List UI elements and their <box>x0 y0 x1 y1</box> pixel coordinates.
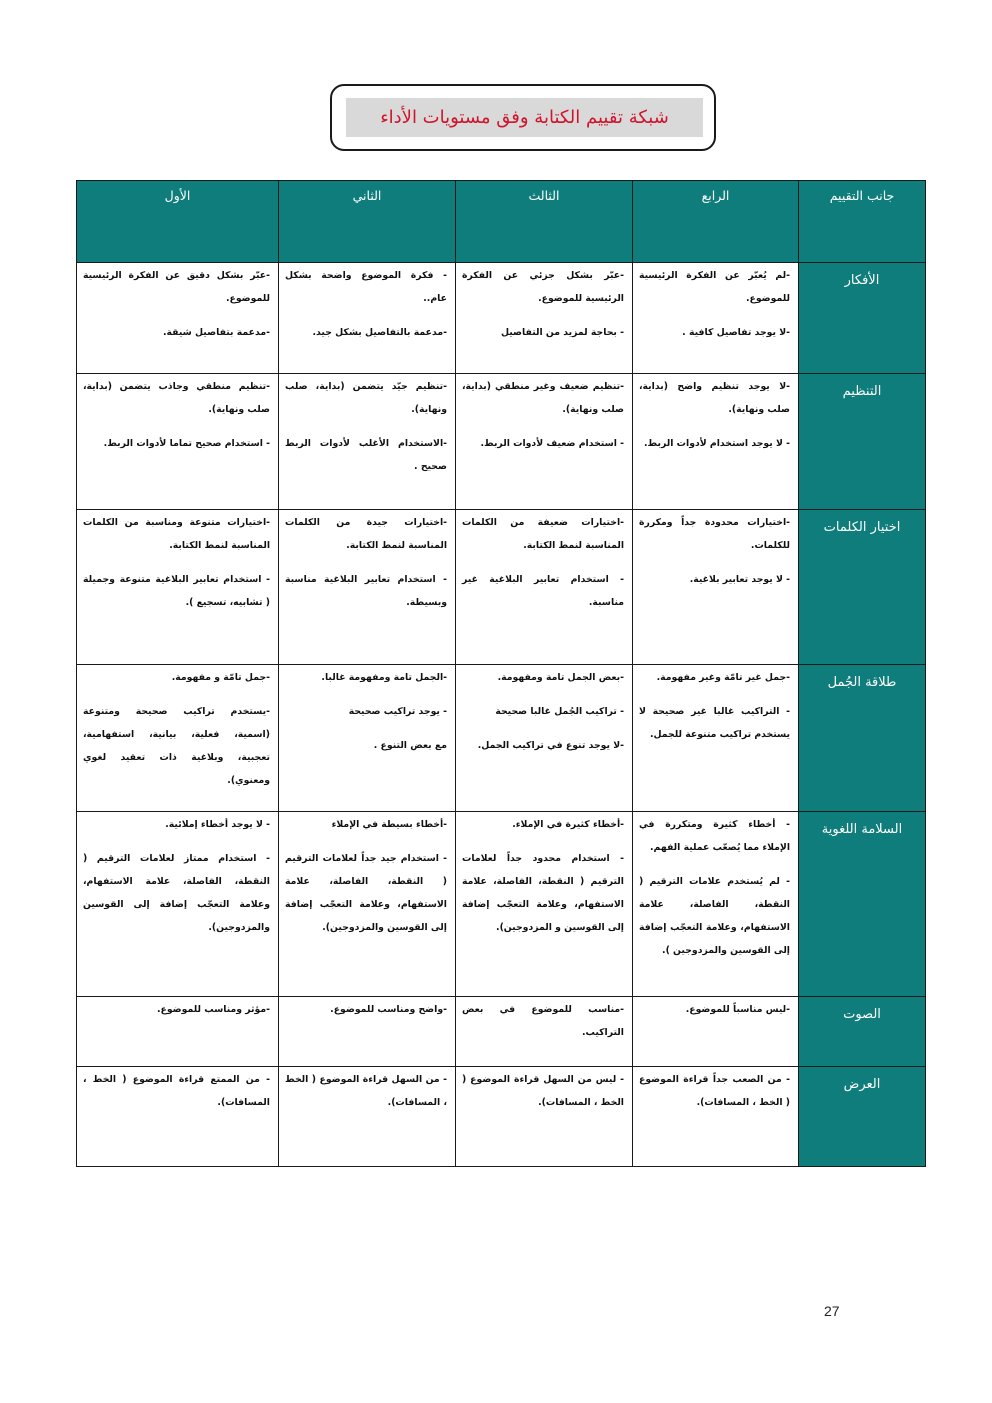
header-level-2: الثاني <box>279 181 456 263</box>
cell-line: -مدعمة بتفاصيل شيقة. <box>162 327 270 338</box>
cell-line: - استخدام محدود جداً لعلامات الترقيم ( النقطة، الفاصلة، علامة الاستفهام، وعلامة التعجّب إضافة إلى القوسين و المزدوجين). <box>462 853 624 933</box>
cell-line: - بحاجة لمزيد من التفاصيل <box>500 327 624 338</box>
cell-level-3 <box>456 812 633 997</box>
cell-level-1 <box>77 1067 279 1167</box>
table-row <box>77 1067 926 1167</box>
cell-line: -تنظيم منطقي وجاذب يتضمن (بداية، صلب ونهاية). <box>83 381 270 415</box>
cell-level-2 <box>279 1067 456 1167</box>
cell-line: -لم يُعبّر عن الفكرة الرئيسية للموضوع. <box>639 270 790 304</box>
cell-line: -مدعمة بالتفاصيل بشكل جيد. <box>312 327 447 338</box>
cell-level-4 <box>633 665 799 812</box>
cell-level-1 <box>77 374 279 510</box>
cell-line: - استخدام تعابير البلاغية غير مناسبة. <box>462 574 624 608</box>
cell-line: -بعض الجمل تامة ومفهومة. <box>497 672 624 683</box>
table-row <box>77 665 926 812</box>
cell-line: -أخطاء كثيرة في الإملاء. <box>512 819 624 830</box>
cell-level-3 <box>456 997 633 1067</box>
cell-level-4 <box>633 997 799 1067</box>
cell-level-3 <box>456 510 633 665</box>
header-level-4: الرابع <box>633 181 799 263</box>
cell-line: -تنظيم جيّد يتضمن (بداية، صلب ونهاية). <box>285 381 447 415</box>
rubric-table <box>76 180 926 1167</box>
cell-line: - ليس من السهل قراءة الموضوع ( الخط ، المسافات). <box>462 1074 624 1108</box>
cell-line: - لا يوجد استخدام لأدوات الربط. <box>644 438 790 449</box>
cell-level-4 <box>633 263 799 374</box>
cell-line: - لم يُستخدم علامات الترقيم ( النقطة، الفاصلة، علامة الاستفهام، وعلامة التعجّب إضافة إلى القوسين والمزدوجين ). <box>639 876 790 956</box>
page-title: شبكة تقييم الكتابة وفق مستويات الأداء <box>380 107 669 128</box>
header-aspect: جانب التقييم <box>799 181 926 263</box>
cell-line: -الاستخدام الأغلب لأدوات الربط صحيح . <box>285 438 447 472</box>
table-row <box>77 510 926 665</box>
cell-level-2 <box>279 812 456 997</box>
cell-line: - استخدام صحيح تماما لأدوات الربط. <box>103 438 270 449</box>
header-level-1: الأول <box>77 181 279 263</box>
cell-level-4 <box>633 1067 799 1167</box>
cell-line: -يستخدم تراكيب صحيحة ومتنوعة (اسمية، فعلية، بيانية، استفهامية، تعجبية، وبلاغية ذات تعقيد لغوي ومعنوي). <box>83 706 270 786</box>
cell-line: - تراكيب الجُمل غالبا صحيحة <box>495 706 624 717</box>
cell-line: -اختيارات جيدة من الكلمات المناسبة لنمط الكتابة. <box>285 517 447 551</box>
title-frame <box>330 84 716 151</box>
cell-line: -أخطاء بسيطة في الإملاء <box>331 819 447 830</box>
cell-line: - لا يوجد أخطاء إملائية. <box>165 819 270 830</box>
rubric-body <box>77 263 926 1167</box>
cell-level-1 <box>77 997 279 1067</box>
cell-level-1 <box>77 812 279 997</box>
cell-line: - استخدام جيد جداً لعلامات الترقيم ( النقطة، الفاصلة، علامة الاستفهام، وعلامة التعجّب إضافة إلى القوسين والمزدوجين). <box>285 853 447 933</box>
cell-line: -مؤثر ومناسب للموضوع. <box>156 1004 270 1015</box>
cell-line: -اختيارات محدودة جداً ومكررة للكلمات. <box>639 517 790 551</box>
cell-level-3 <box>456 263 633 374</box>
title-box <box>346 98 703 137</box>
page-number: 27 <box>824 1303 840 1319</box>
cell-level-4 <box>633 374 799 510</box>
cell-line: -عبّر بشكل دقيق عن الفكرة الرئيسية للموضوع. <box>83 270 270 304</box>
cell-level-4 <box>633 510 799 665</box>
header-level-3: الثالث <box>456 181 633 263</box>
aspect-label: التنظيم <box>799 374 926 510</box>
cell-level-4 <box>633 812 799 997</box>
cell-line: - من الممتع قراءة الموضوع ( الخط ، المسافات). <box>83 1074 270 1108</box>
table-row <box>77 263 926 374</box>
cell-line: - من الصعب جداً قراءة الموضوع ( الخط ، المسافات). <box>639 1074 790 1108</box>
cell-level-1 <box>77 665 279 812</box>
cell-line: -عبّر بشكل جزئي عن الفكرة الرئيسية للموضوع. <box>462 270 624 304</box>
cell-level-2 <box>279 510 456 665</box>
header-row <box>77 181 926 263</box>
aspect-label: الأفكار <box>799 263 926 374</box>
cell-line: -واضح ومناسب للموضوع. <box>330 1004 447 1015</box>
cell-level-2 <box>279 374 456 510</box>
cell-line: -اختيارات ضعيفة من الكلمات المناسبة لنمط الكتابة. <box>462 517 624 551</box>
aspect-label: طلاقة الجُمل <box>799 665 926 812</box>
cell-line: - من السهل قراءة الموضوع ( الخط ، المسافات). <box>285 1074 447 1108</box>
cell-line: - استخدام ممتاز لعلامات الترقيم ( النقطة، الفاصلة، علامة الاستفهام، وعلامة التعجّب إضافة إلى القوسين والمزدوجين). <box>83 853 270 933</box>
table-row <box>77 997 926 1067</box>
cell-level-1 <box>77 510 279 665</box>
cell-line: -اختيارات متنوعة ومناسبة من الكلمات المناسبة لنمط الكتابة. <box>83 517 270 551</box>
cell-line: -لا يوجد تنوع في تراكيب الجمل. <box>477 740 624 751</box>
cell-line: -الجمل تامة ومفهومة غالبا. <box>321 672 447 683</box>
cell-line: - استخدام تعابير البلاغية متنوعة وجميلة ( تشابيه، تسجيع ). <box>83 574 270 608</box>
cell-level-3 <box>456 665 633 812</box>
cell-level-3 <box>456 374 633 510</box>
cell-line: - أخطاء كثيرة ومتكررة في الإملاء مما يُصعّب عملية الفهم. <box>639 819 790 853</box>
cell-line: - يوجد تراكيب صحيحة <box>348 706 447 717</box>
cell-line: -تنظيم ضعيف وغير منطقي (بداية، صلب ونهاية). <box>462 381 624 415</box>
aspect-label: الصوت <box>799 997 926 1067</box>
cell-level-1 <box>77 263 279 374</box>
cell-line: -جمل تامّة و مفهومة. <box>171 672 270 683</box>
cell-line: -ليس مناسباً للموضوع. <box>685 1004 790 1015</box>
cell-line: - استخدام ضعيف لأدوات الربط. <box>480 438 624 449</box>
cell-level-2 <box>279 665 456 812</box>
cell-line: - فكرة الموضوع واضحة بشكل عام.. <box>285 270 447 304</box>
aspect-label: السلامة اللغوية <box>799 812 926 997</box>
aspect-label: اختيار الكلمات <box>799 510 926 665</box>
cell-line: -لا يوجد تفاصيل كافية . <box>682 327 790 338</box>
cell-line: - استخدام تعابير البلاغية مناسبة وبسيطة. <box>285 574 447 608</box>
cell-level-2 <box>279 263 456 374</box>
cell-line: -لا يوجد تنظيم واضح (بداية، صلب ونهاية). <box>639 381 790 415</box>
aspect-label: العرض <box>799 1067 926 1167</box>
cell-line: مع بعض التنوع . <box>373 740 447 751</box>
table-row <box>77 812 926 997</box>
cell-line: - التراكيب غالبا غير صحيحة لا يستخدم تراكيب متنوعة للجمل. <box>639 706 790 740</box>
cell-line: -جمل غير تامّة وغير مفهومة. <box>656 672 790 683</box>
cell-level-2 <box>279 997 456 1067</box>
cell-line: - لا يوجد تعابير بلاغية. <box>689 574 790 585</box>
table-row <box>77 374 926 510</box>
cell-level-3 <box>456 1067 633 1167</box>
cell-line: -مناسب للموضوع في بعض التراكيب. <box>462 1004 624 1038</box>
